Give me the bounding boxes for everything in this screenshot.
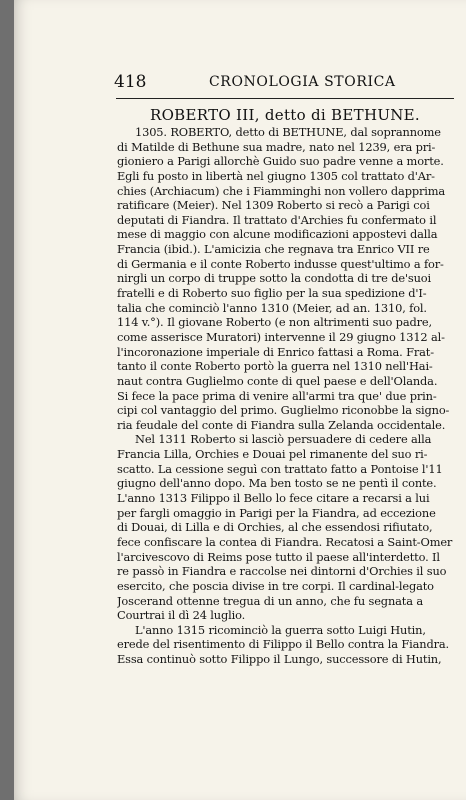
- body-text: [117, 125, 455, 667]
- text-line: scatto. La cessione seguì con trattato fatto a Pontoise l'11: [117, 461, 443, 476]
- text-line: naut contra Guglielmo conte di quel paese e dell'Olanda.: [117, 373, 438, 388]
- text-line: Joscerand ottenne tregua di un anno, che fu segnata a: [117, 593, 423, 608]
- text-line: L'anno 1313 Filippo il Bello lo fece citare a recarsi a lui: [117, 491, 430, 506]
- text-line: talia che cominciò l'anno 1310 (Meier, ad an. 1310, fol.: [117, 300, 427, 315]
- text-line: nirgli un corpo di truppe sotto la condotta di tre de'suoi: [117, 271, 431, 286]
- text-line: come asserisce Muratori) intervenne il 29 giugno 1312 al-: [117, 329, 445, 344]
- text-line: fece confiscare la contea di Fiandra. Recatosi a Saint-Omer: [117, 534, 453, 549]
- text-line: re passò in Fiandra e raccolse nei dintorni d'Orchies il suo: [117, 564, 447, 579]
- text-line: esercito, che poscia divise in tre corpi. Il cardinal-legato: [117, 578, 434, 593]
- header-rule: [116, 98, 454, 99]
- text-line: Essa continuò sotto Filippo il Lungo, successore di Hutin,: [117, 652, 442, 667]
- text-line: ria feudale del conte di Fiandra sulla Zelanda occidentale.: [117, 417, 446, 432]
- text-line: ratificare (Meier). Nel 1309 Roberto si recò a Parigi coi: [117, 198, 430, 213]
- text-line: deputati di Fiandra. Il trattato d'Archies fu confermato il: [117, 212, 437, 227]
- text-line: Egli fu posto in libertà nel giugno 1305 col trattato d'Ar-: [117, 168, 435, 183]
- text-line: giugno dell'anno dopo. Ma ben tosto se ne pentì il conte.: [117, 476, 437, 491]
- running-title: CRONOLOGIA STORICA: [209, 74, 396, 90]
- text-line: Si fece la pace prima di venire all'armi tra que' due prin-: [117, 388, 437, 403]
- text-line: di Matilde di Bethune sua madre, nato nel 1239, era pri-: [117, 139, 436, 154]
- page-number: 418: [114, 72, 147, 92]
- text-line: 1305. ROBERTO, detto di BETHUNE, dal soprannome: [135, 125, 441, 139]
- text-line: gioniero a Parigi allorchè Guido suo padre venne a morte.: [117, 154, 444, 169]
- text-line: fratelli e di Roberto suo figlio per la sua spedizione d'I-: [117, 286, 427, 301]
- text-line: 114 v.°). Il giovane Roberto (e non altrimenti suo padre,: [117, 315, 432, 330]
- text-line: Courtrai il dì 24 luglio.: [117, 608, 246, 623]
- text-line: cipi col vantaggio del primo. Guglielmo riconobbe la signo-: [117, 403, 450, 418]
- text-line: l'arcivescovo di Reims pose tutto il paese all'interdetto. Il: [117, 549, 440, 564]
- section-title: ROBERTO III, detto di BETHUNE.: [149, 106, 421, 124]
- page-header: [114, 72, 454, 96]
- text-line: Nel 1311 Roberto si lasciò persuadere di cedere alla: [135, 432, 432, 447]
- text-line: per fargli omaggio in Parigi per la Fiandra, ad eccezione: [117, 505, 436, 520]
- text-line: chies (Archiacum) che i Fiamminghi non vollero dapprima: [117, 183, 446, 198]
- text-line: l'incoronazione imperiale di Enrico fattasi a Roma. Frat-: [117, 344, 434, 359]
- text-line: Francia (ibid.). L'amicizia che regnava tra Enrico VII re: [117, 242, 430, 257]
- text-line: di Douai, di Lilla e di Orchies, al che essendosi rifiutato,: [117, 520, 433, 535]
- text-line: erede del risentimento di Filippo il Bello contra la Fiandra.: [117, 637, 450, 652]
- book-page: [14, 0, 466, 800]
- text-line: Francia Lilla, Orchies e Douai pel rimanente del suo ri-: [117, 447, 428, 462]
- text-line: L'anno 1315 ricominciò la guerra sotto Luigi Hutin,: [135, 622, 426, 637]
- text-line: di Germania e il conte Roberto indusse quest'ultimo a for-: [117, 256, 444, 271]
- text-line: mese di maggio con alcune modificazioni appostevi dalla: [117, 227, 438, 242]
- text-line: tanto il conte Roberto portò la guerra nel 1310 nell'Hai-: [117, 359, 433, 374]
